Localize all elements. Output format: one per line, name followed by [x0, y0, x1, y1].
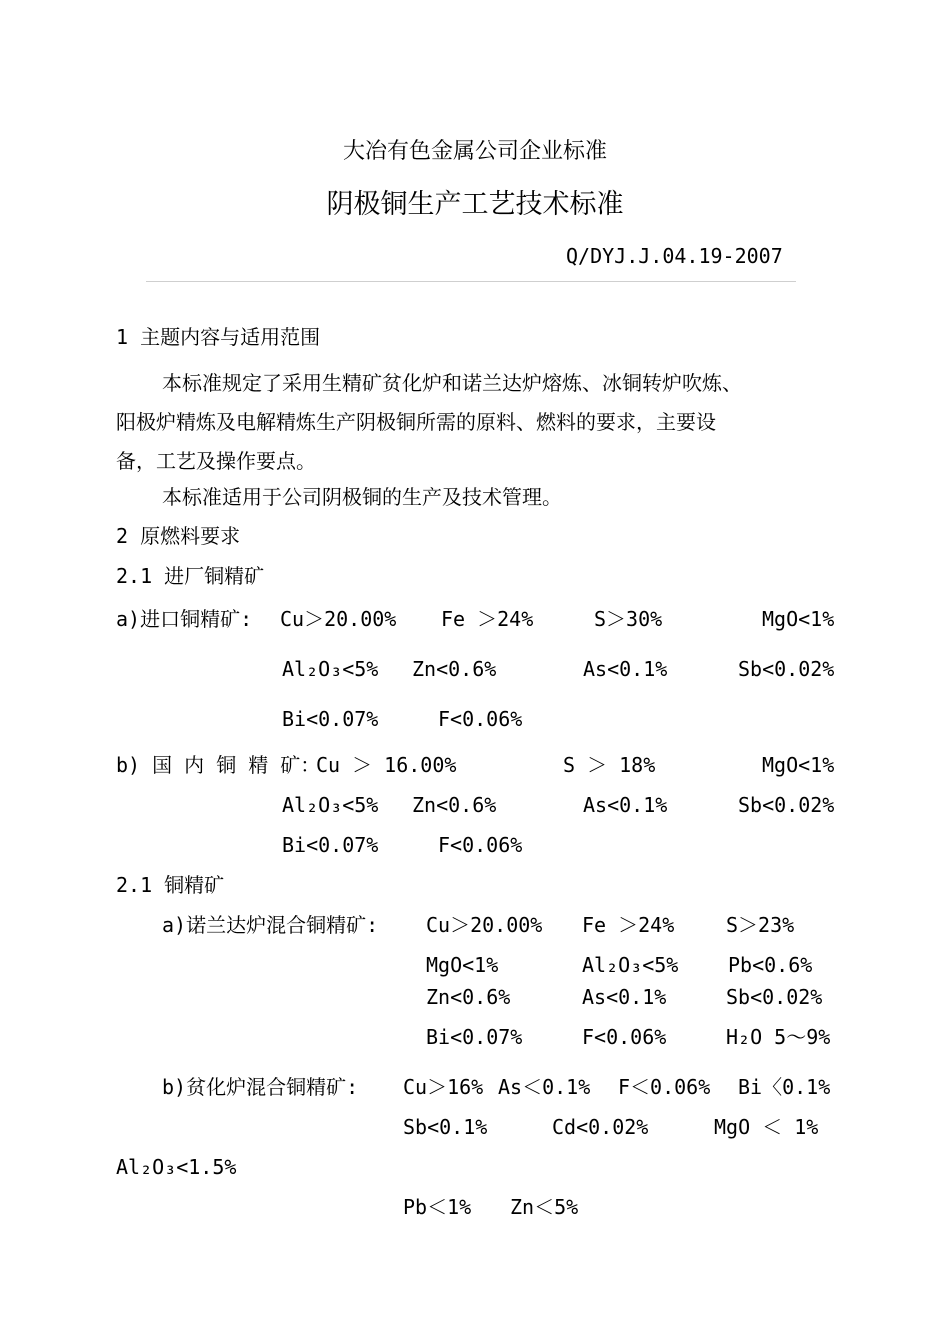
import-spec: Sb<0.02% — [738, 657, 835, 681]
depletion-spec-wrap: Al₂O₃<1.5% — [116, 1155, 237, 1179]
domestic-label: b) 国 内 铜 精 矿： — [116, 753, 321, 777]
subsection-2-1-copper-concentrate: 2.1 铜精矿 — [116, 873, 225, 897]
section-1-para1-line1: 本标准规定了采用生精矿贫化炉和诺兰达炉熔炼、冰铜转炉吹炼、 — [162, 371, 742, 395]
depletion-spec: Bi〈0.1% — [738, 1075, 831, 1099]
import-spec: Al₂O₃<5% — [282, 657, 379, 681]
domestic-spec: MgO<1% — [762, 753, 835, 777]
import-spec: As<0.1% — [583, 657, 668, 681]
depletion-spec: Sb<0.1% — [403, 1115, 488, 1139]
depletion-spec: F＜0.06% — [618, 1075, 711, 1099]
header-divider — [146, 281, 796, 282]
noranda-spec: H₂O 5～9% — [726, 1025, 831, 1049]
import-spec: MgO<1% — [762, 607, 835, 631]
noranda-spec: Pb<0.6% — [728, 953, 813, 977]
domestic-spec: Al₂O₃<5% — [282, 793, 379, 817]
depletion-spec: MgO ＜ 1% — [714, 1115, 819, 1139]
section-1-heading: 1 主题内容与适用范围 — [116, 325, 321, 349]
noranda-spec: Zn<0.6% — [426, 985, 511, 1009]
document-title: 阴极铜生产工艺技术标准 — [326, 189, 624, 220]
depletion-label: b)贫化炉混合铜精矿: — [162, 1075, 359, 1099]
depletion-spec: Cu＞16% — [403, 1075, 484, 1099]
section-2-heading: 2 原燃料要求 — [116, 524, 241, 548]
noranda-spec: MgO<1% — [426, 953, 499, 977]
company-standard-title: 大冶有色金属公司企业标准 — [342, 139, 607, 164]
noranda-spec: Bi<0.07% — [426, 1025, 523, 1049]
domestic-spec: As<0.1% — [583, 793, 668, 817]
standard-code: Q/DYJ.J.04.19-2007 — [566, 244, 783, 268]
section-1-para2: 本标准适用于公司阴极铜的生产及技术管理。 — [162, 485, 562, 509]
section-1-para1-line3: 备，工艺及操作要点。 — [116, 449, 316, 473]
noranda-spec: Fe ＞24% — [582, 913, 675, 937]
depletion-spec: Cd<0.02% — [552, 1115, 649, 1139]
noranda-spec: Al₂O₃<5% — [582, 953, 679, 977]
section-1-para1-line2: 阳极炉精炼及电解精炼生产阴极铜所需的原料、燃料的要求，主要设 — [116, 410, 716, 434]
noranda-spec: Sb<0.02% — [726, 985, 823, 1009]
depletion-spec: Zn＜5% — [510, 1195, 579, 1219]
import-spec: Cu＞20.00% — [280, 607, 397, 631]
domestic-spec: Bi<0.07% — [282, 833, 379, 857]
subsection-2-1-heading: 2.1 进厂铜精矿 — [116, 564, 265, 588]
domestic-spec: Zn<0.6% — [412, 793, 497, 817]
import-spec: Bi<0.07% — [282, 707, 379, 731]
import-spec: Zn<0.6% — [412, 657, 497, 681]
noranda-spec: F<0.06% — [582, 1025, 667, 1049]
domestic-spec: Sb<0.02% — [738, 793, 835, 817]
noranda-label: a)诺兰达炉混合铜精矿: — [162, 913, 379, 937]
import-spec: S＞30% — [594, 607, 663, 631]
depletion-spec: As＜0.1% — [498, 1075, 591, 1099]
import-spec: Fe ＞24% — [441, 607, 534, 631]
noranda-spec: Cu＞20.00% — [426, 913, 543, 937]
import-label: a)进口铜精矿: — [116, 607, 253, 631]
domestic-spec: F<0.06% — [438, 833, 523, 857]
domestic-spec: Cu ＞ 16.00% — [316, 753, 457, 777]
import-spec: F<0.06% — [438, 707, 523, 731]
noranda-spec: As<0.1% — [582, 985, 667, 1009]
noranda-spec: S＞23% — [726, 913, 795, 937]
depletion-spec: Pb＜1% — [403, 1195, 472, 1219]
domestic-spec: S ＞ 18% — [563, 753, 656, 777]
